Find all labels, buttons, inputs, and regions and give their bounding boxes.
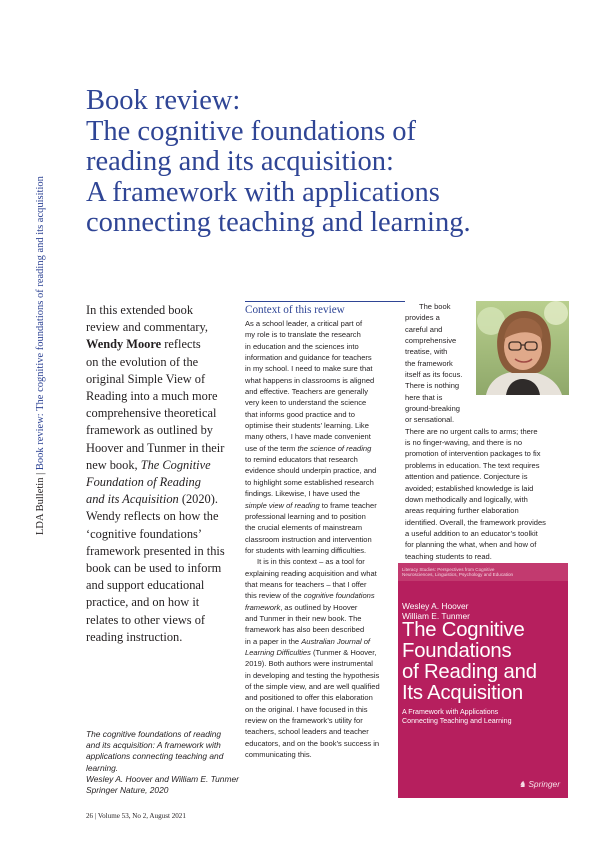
body-line [245, 647, 395, 658]
caption-line: Wesley A. Hoover and William E. Tunmer [86, 773, 239, 784]
section-heading: Context of this review [245, 301, 405, 317]
title-line: reading and its acquisition: [86, 146, 394, 177]
body-line: in education and the sciences into [245, 341, 359, 351]
body-line: that means for teachers – that I offer [245, 579, 367, 589]
standfirst-line [86, 474, 236, 491]
standfirst-line: book can be used to inform [86, 561, 222, 576]
body-italic: the science of reading [297, 443, 372, 453]
book-cover [398, 563, 568, 798]
cover-subtitle-line: A Framework with Applications [402, 708, 499, 716]
body-line: professional learning and to position [245, 511, 366, 521]
body-line: and positioned to offer this elaboration [245, 693, 373, 703]
body-line [245, 602, 395, 613]
body-line: classroom instruction and intervention [245, 534, 372, 544]
body-line: comprehensive [405, 336, 457, 346]
standfirst-line: reading instruction. [86, 629, 183, 644]
book-title-italic: The Cognitive [140, 457, 211, 472]
body-line: for planning the what, when and how of [405, 540, 537, 550]
body-line: in my school. I need to make sure that [245, 364, 373, 374]
standfirst-line: relates to other views of [86, 612, 206, 627]
body-line: down methodically and logically, with [405, 494, 528, 504]
cover-series-title [402, 567, 513, 578]
body-line: problems in education. The text requires [405, 460, 540, 470]
standfirst-line: comprehensive theoretical [86, 406, 217, 421]
standfirst-line: on the evolution of the [86, 354, 199, 369]
book-title-italic: Foundation of Reading [86, 475, 201, 490]
body-line: to highlight some established research [245, 477, 374, 487]
body-line: teachers, school leaders and teacher [245, 727, 369, 737]
body-line: educators, and on the book’s success in [245, 738, 380, 748]
title-line: A framework with applications [86, 176, 440, 208]
body-line [245, 590, 395, 601]
body-line: avoided; established knowledge is laid [405, 483, 534, 493]
body-line: the framework [405, 358, 453, 368]
caption-line: applications connecting teaching and [86, 751, 224, 762]
standfirst-line: In this extended book [86, 303, 194, 317]
running-head-separator: | [35, 470, 46, 478]
body-line: my role is to translate the research [245, 330, 361, 340]
cover-title-line: Its Acquisition [402, 682, 524, 704]
standfirst-line: Wendy reflects on how the [86, 509, 219, 524]
body-line: itself as its focus. [405, 370, 463, 380]
author-name: Wendy Moore [86, 337, 162, 352]
body-line [245, 500, 395, 511]
body-line: and effective. Teachers are generally [245, 387, 369, 397]
standfirst-line: ‘cognitive foundations’ [86, 526, 202, 541]
body-fragment: , as outlined by Hoover [280, 602, 358, 612]
body-italic: simple view of reading [245, 500, 320, 510]
publisher-name: Springer [528, 779, 560, 789]
body-line: attention and patience. Conjecture is [405, 472, 528, 482]
journal-name: LDA Bulletin [35, 477, 46, 535]
body-line: optimise their students’ learning. Like [245, 421, 369, 431]
body-line: framework has also been described [245, 625, 365, 635]
body-line: evidence should underpin practice, and [245, 466, 377, 476]
cover-title [402, 620, 537, 704]
body-line: and Tunmer in their new book. The [245, 613, 362, 623]
body-line: teaching students to read. [405, 551, 492, 561]
standfirst-fragment: (2020). [178, 492, 218, 507]
standfirst-line: and support educational [86, 578, 205, 593]
book-caption [86, 729, 246, 796]
body-italic: cognitive foundations [303, 591, 375, 601]
running-title: Book review: The cognitive foundations of reading and its acquisition [35, 176, 46, 471]
running-head-text [31, 75, 51, 535]
body-line: that informs good practice and to [245, 409, 355, 419]
article-title [86, 86, 566, 239]
body-fragment: to frame teacher [319, 500, 377, 510]
body-fragment: this review of the [245, 591, 304, 601]
body-line: explaining reading acquisition and what [245, 568, 377, 578]
title-line: connecting teaching and learning. [86, 207, 471, 238]
body-line: of the simple view, and are well qualified [245, 682, 380, 691]
title-line: Book review: [86, 85, 241, 116]
body-line: The book [419, 302, 451, 311]
body-line: is no finger-waving, and there is no [405, 438, 523, 448]
body-fragment: in a paper in the [245, 636, 302, 646]
body-italic: Australian Journal of [301, 636, 371, 646]
standfirst-line [86, 491, 236, 508]
body-line: in developing and testing the hypothesis [245, 670, 380, 680]
author-photo [476, 301, 569, 395]
body-italic: framework [245, 602, 281, 612]
body-line: a useful addition to an educator’s toolkit [405, 528, 538, 538]
body-line: ground-breaking [405, 404, 460, 414]
standfirst-line [86, 457, 236, 474]
standfirst-line: review and commentary, [86, 320, 209, 335]
running-head [31, 75, 51, 535]
body-line: communicating this. [245, 750, 312, 760]
body-fragment: (Tunmer & Hoover, [310, 647, 377, 657]
cover-author: Wesley A. Hoover [402, 601, 469, 611]
caption-line: Springer Nature, 2020 [86, 785, 169, 796]
body-line [245, 443, 395, 454]
body-line: review on the framework’s utility for [245, 716, 363, 726]
body-italic: Learning Difficulties [245, 647, 311, 657]
body-fragment: use of the term [245, 443, 298, 453]
cover-series-line: Literacy Studies: Perspectives from Cognitive [402, 567, 495, 572]
standfirst-line: Hoover and Tunmer in their [86, 440, 225, 455]
body-line: It is in this context – as a tool for [257, 557, 365, 567]
cover-title-line: of Reading and [402, 661, 537, 683]
title-line: The cognitive foundations of [86, 115, 417, 147]
body-line: very keen to understand the science [245, 398, 367, 408]
body-line: the crucial elements of mainstream [245, 523, 363, 533]
body-line: provides a [405, 313, 440, 323]
standfirst-line: practice, and on how it [86, 595, 200, 610]
book-title-italic: and its Acquisition [86, 492, 179, 507]
standfirst-line [86, 336, 236, 353]
standfirst-line: Reading into a much more [86, 389, 218, 404]
body-line: careful and [405, 324, 443, 334]
body-line: There are no urgent calls to arms; there [405, 426, 538, 436]
cover-authors [402, 601, 470, 621]
standfirst [86, 302, 236, 646]
cover-subtitle-line: Connecting Teaching and Learning [402, 716, 512, 725]
standfirst-fragment: new book, [86, 457, 141, 472]
body-line: treatise, with [405, 347, 448, 357]
standfirst-line: framework presented in this [86, 543, 225, 558]
body-line: There is nothing [405, 381, 460, 391]
body-line: promotion of intervention packages to fix [405, 449, 541, 459]
body-line [245, 636, 395, 647]
body-line: for students with learning difficulties. [245, 545, 367, 555]
standfirst-line: framework as outlined by [86, 423, 213, 438]
caption-line: learning. [86, 762, 119, 773]
caption-line: The cognitive foundations of reading [86, 729, 222, 739]
body-line: 2019). Both authors were instrumental [245, 659, 373, 669]
standfirst-fragment: reflects [161, 337, 201, 352]
cover-subtitle [402, 708, 512, 725]
body-line: identified. Overall, the framework provides [405, 517, 546, 527]
body-line: on the original. I have focused in this [245, 704, 368, 714]
publisher-logo: ♞ Springer [518, 779, 560, 789]
body-line: findings. Likewise, I have used the [245, 489, 360, 499]
cover-author: William E. Tunmer [402, 611, 470, 621]
body-line: to remind educators that research [245, 455, 358, 465]
body-line: or sensational. [405, 415, 455, 425]
cover-title-line: Foundations [402, 640, 512, 662]
standfirst-line: original Simple View of [86, 371, 206, 386]
body-line: what happens in classrooms is aligned [245, 375, 375, 385]
cover-series-line: Neurosciences, Linguistics, Psychology and Education [402, 572, 514, 578]
body-line: here that is [405, 392, 443, 402]
page-footer: 26 | Volume 53, No 2, August 2021 [86, 812, 186, 820]
body-line: information and guidance for teachers [245, 353, 372, 363]
body-line: many others, I have made convenient [245, 432, 371, 442]
cover-title-line: The Cognitive [402, 619, 525, 641]
caption-line: and its acquisition: A framework with [86, 740, 221, 751]
author-portrait-image [476, 301, 569, 395]
body-line: As a school leader, a critical part of [245, 319, 363, 328]
body-line: areas requiring further elaboration [405, 506, 519, 516]
body-column-middle [245, 318, 395, 760]
